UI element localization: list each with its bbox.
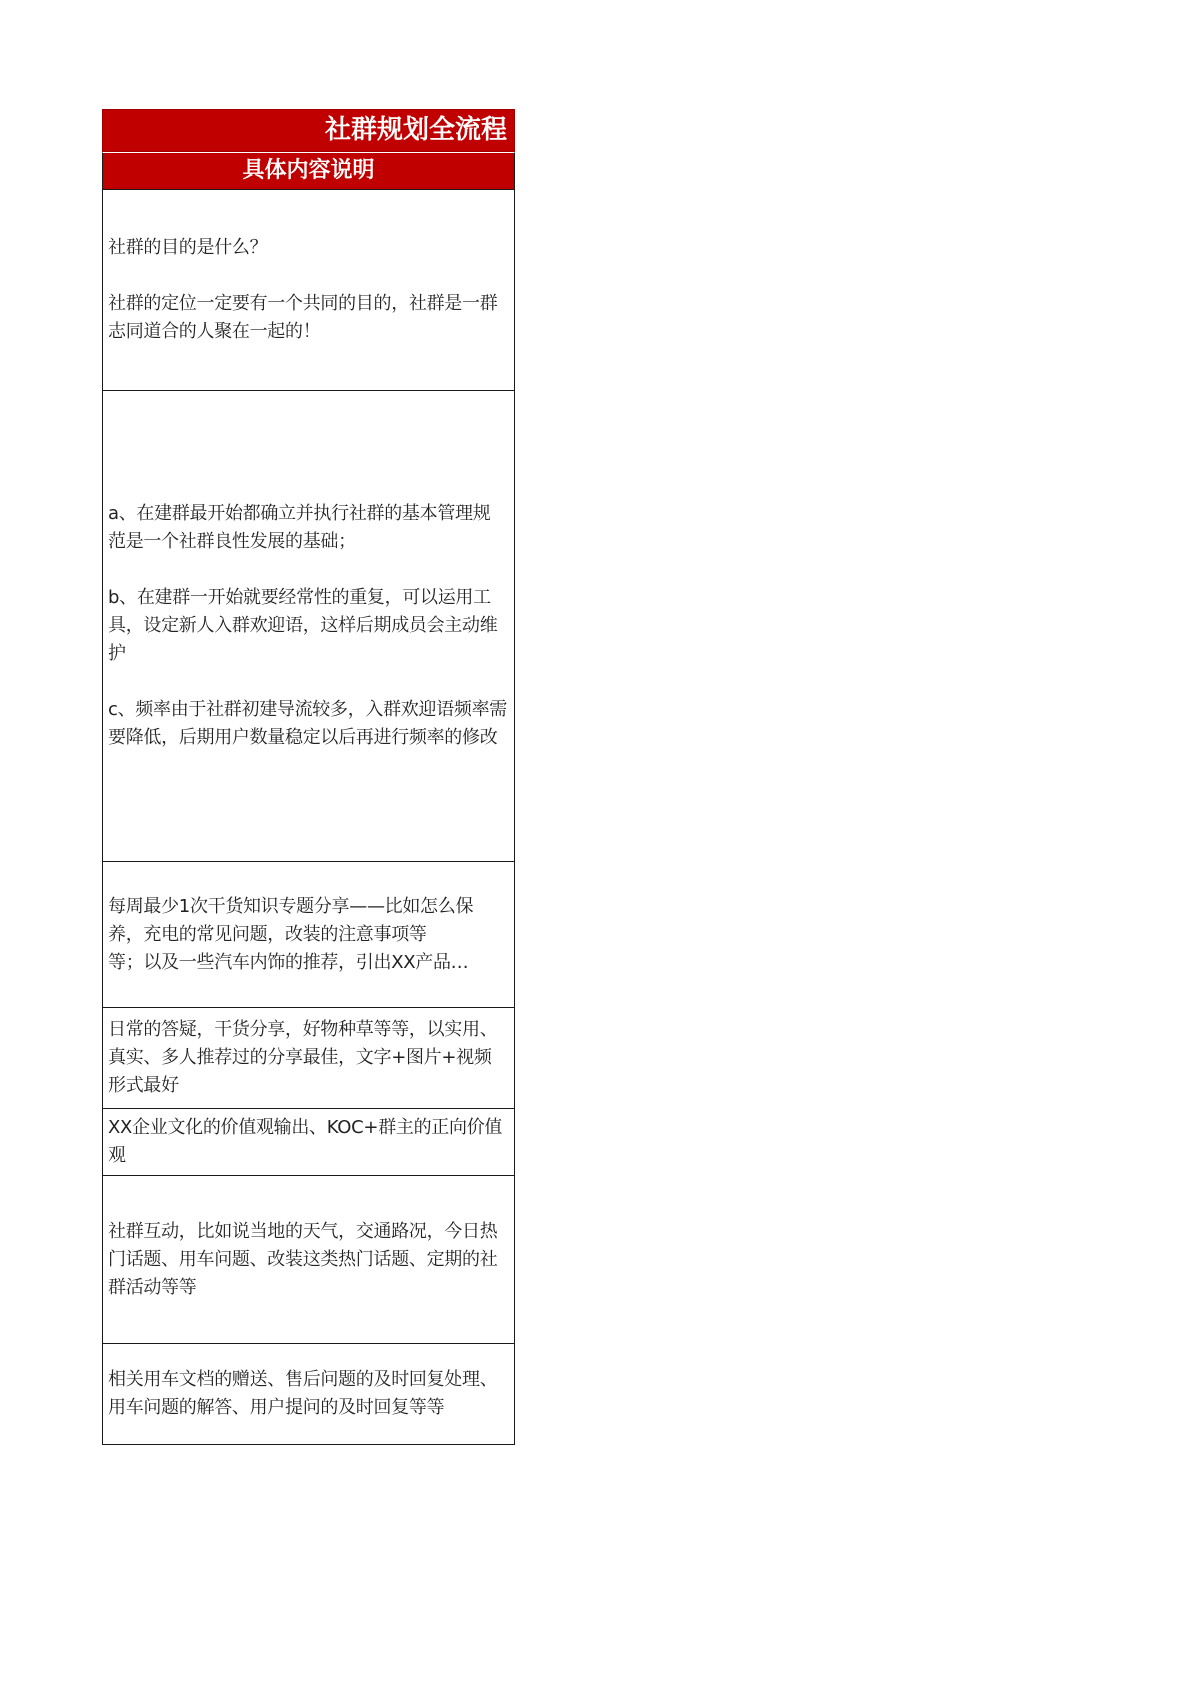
table-cell-purpose[interactable] (102, 190, 515, 391)
paragraph-gap (108, 556, 508, 584)
cell-paragraph: c、频率由于社群初建导流较多，入群欢迎语频率需要降低，后期用户数量稳定以后再进行频率的修改 (108, 699, 507, 748)
table-cell-values[interactable] (102, 1109, 515, 1176)
cell-paragraph-truncated: 等；以及一些汽车内饰的推荐，引出XX产品… (108, 951, 469, 973)
cell-paragraph: 日常的答疑，干货分享，好物种草等等，以实用、真实、多人推荐过的分享最佳，文字+图片+视频形式最好 (108, 1019, 498, 1096)
paragraph-gap (108, 668, 508, 696)
paragraph-gap (108, 262, 508, 290)
cell-paragraph: 每周最少1次干货知识专题分享——比如怎么保养，充电的常见问题，改装的注意事项等 (108, 895, 474, 945)
cell-paragraph: a、在建群最开始都确立并执行社群的基本管理规范是一个社群良性发展的基础； (108, 503, 491, 552)
cell-paragraph: b、在建群一开始就要经常性的重复，可以运用工具，设定新人入群欢迎语，这样后期成员会主动维护 (108, 587, 498, 664)
table-cell-service[interactable] (102, 1344, 515, 1445)
spreadsheet-table (102, 109, 515, 1445)
cell-paragraph: 社群的定位一定要有一个共同的目的，社群是一群志同道合的人聚在一起的！ (108, 293, 498, 342)
table-cell-daily-qa[interactable] (102, 1008, 515, 1109)
column-header-cell[interactable]: 具体内容说明 (102, 152, 515, 190)
table-cell-weekly-share[interactable] (102, 862, 515, 1008)
table-cell-interaction[interactable] (102, 1176, 515, 1344)
cell-paragraph: 社群的目的是什么？ (108, 237, 268, 258)
sheet-title: 社群规划全流程 (325, 115, 508, 145)
table-cell-rules[interactable] (102, 391, 515, 862)
sheet-title-cell[interactable] (102, 109, 515, 152)
cell-paragraph: 相关用车文档的赠送、售后问题的及时回复处理、用车问题的解答、用户提问的及时回复等等 (108, 1369, 498, 1418)
cell-paragraph: XX企业文化的价值观输出、KOC+群主的正向价值观 (108, 1117, 503, 1166)
cell-paragraph: 社群互动，比如说当地的天气，交通路况，今日热门话题、用车问题、改装这类热门话题、定期的社群活动等等 (108, 1220, 498, 1298)
